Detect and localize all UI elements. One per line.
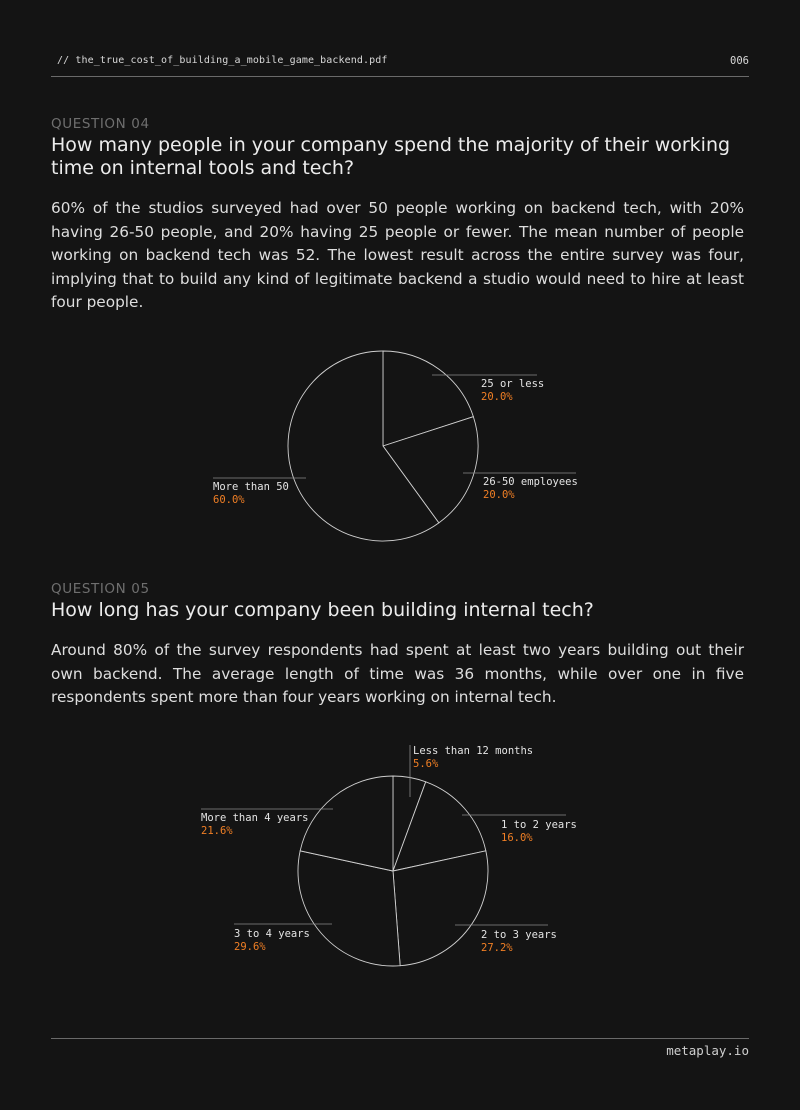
slice-label-2: 1 to 2 years — [501, 819, 577, 831]
slice-value-2: 20.0% — [483, 489, 515, 501]
slice-label-4: 3 to 4 years — [234, 928, 310, 940]
header-file-name: // the_true_cost_of_building_a_mobile_game_backend.pdf — [57, 55, 388, 66]
slice-label-1: 25 or less — [481, 378, 545, 390]
slice-value-3: 27.2% — [481, 942, 513, 954]
pie-slice-3 — [393, 851, 488, 966]
question-04-body: 60% of the studios surveyed had over 50 people working on backend tech, with 20% having 26-50 people, and 20% having 25 people or fewer. The mean number of people working on backend tech was 52. The lowest result across the entire survey was four, implying that to build any kind of legitimate backend a studio would need to hire at least four people. — [51, 199, 744, 311]
slice-label-2: 26-50 employees — [483, 476, 578, 488]
slice-value-5: 21.6% — [201, 825, 233, 837]
footer-site: metaplay.io — [666, 1043, 749, 1058]
question-05-label: QUESTION 05 — [51, 581, 150, 597]
slice-label-3: 2 to 3 years — [481, 929, 557, 941]
slice-label-3: More than 50 — [213, 481, 289, 493]
slice-value-2: 16.0% — [501, 832, 533, 844]
slice-label-1: Less than 12 months — [413, 745, 534, 757]
slice-label-5: More than 4 years — [201, 812, 309, 824]
question-05-body: Around 80% of the survey respondents had spent at least two years building out their own backend. The average length of time was 36 months, while over one in five respondents spent more than four years working on internal tech. — [51, 641, 744, 706]
slice-value-1: 20.0% — [481, 391, 513, 403]
question-04-title: How many people in your company spend the majority of their working time on internal tools and tech? — [51, 134, 731, 179]
slice-value-1: 5.6% — [413, 758, 439, 770]
footer-divider — [51, 1038, 749, 1039]
question-04-label: QUESTION 04 — [51, 116, 150, 132]
page-number: 006 — [730, 55, 749, 67]
slice-value-4: 29.6% — [234, 941, 266, 953]
question-05-title: How long has your company been building internal tech? — [51, 599, 594, 621]
slice-value-3: 60.0% — [213, 494, 245, 506]
